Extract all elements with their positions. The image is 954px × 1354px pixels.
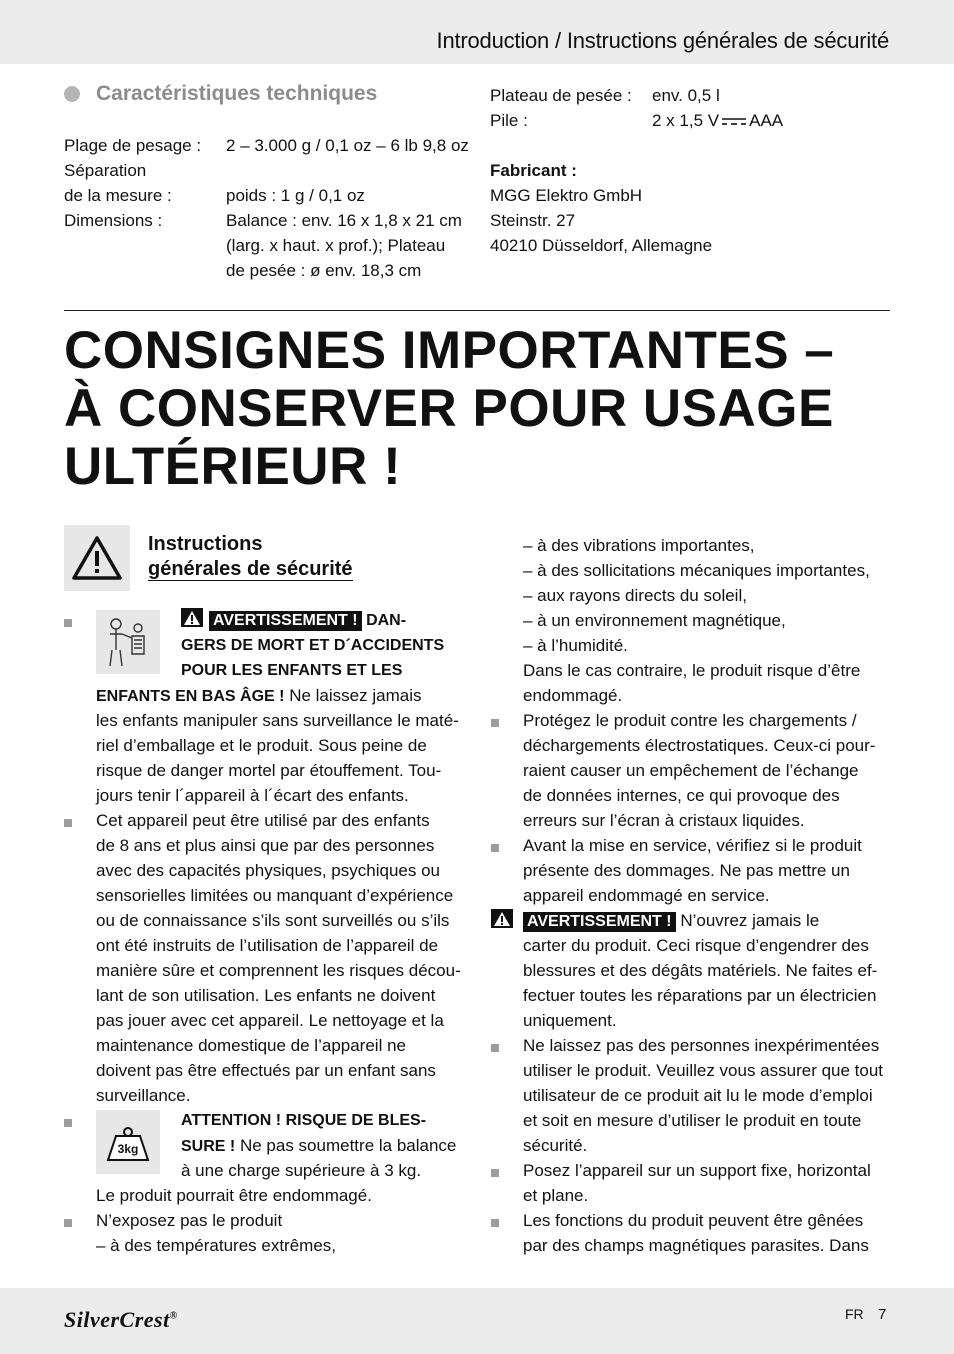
body-line [96, 683, 421, 709]
body-line: par des champs magnétiques parasites. Dans [523, 1236, 869, 1255]
page-header-title: Introduction / Instructions générales de sécurité [436, 28, 889, 53]
warning-triangle-icon [491, 909, 513, 928]
dash-list [523, 533, 870, 708]
body-line: de données internes, ce qui provoque des [523, 786, 840, 805]
body-line: sécurité. [523, 1136, 588, 1155]
body-text: Ne laissez jamais [289, 686, 422, 705]
body-line: Ne laissez pas des personnes inexpérimentées [523, 1036, 880, 1055]
body-line: sensorielles limitées ou manquant d’expérience [96, 886, 454, 905]
page-title [64, 322, 834, 496]
bullet-icon [64, 619, 72, 627]
item8-body [523, 1158, 871, 1208]
warning-tag: AVERTISSEMENT ! [209, 611, 362, 631]
manufacturer-line: Steinstr. 27 [490, 211, 576, 230]
battery-type: AAA [749, 111, 784, 130]
specs-heading [64, 82, 377, 106]
registered-mark: ® [169, 1310, 178, 1322]
item7-body [523, 1033, 883, 1158]
spec-value: poids : 1 g / 0,1 oz [226, 186, 365, 205]
body-line: riel d’emballage et le produit. Sous peine de [96, 736, 427, 755]
bullet-icon [64, 1119, 72, 1127]
item5-body [523, 708, 875, 833]
item2-body [96, 808, 461, 1108]
body-line: raient causer un empêchement de l’échange [523, 761, 859, 780]
battery-voltage: 2 x 1,5 V [652, 111, 720, 130]
page-number: 7 [878, 1306, 887, 1323]
safety-heading-line: générales de sécurité [148, 558, 353, 580]
bullet-icon [64, 86, 80, 102]
body-line: carter du produit. Ceci risque d’engendrer des [523, 936, 869, 955]
body-line: Les fonctions du produit peuvent être gênées [523, 1211, 864, 1230]
body-line: utilisateur de ce produit ait lu le mode d’emploi [523, 1086, 873, 1105]
title-line: CONSIGNES IMPORTANTES – [64, 321, 835, 380]
body-line: et soit en mesure d’utiliser le produit en toute [523, 1111, 862, 1130]
spec-label: Plage de pesage : [64, 136, 202, 155]
spec-label: Plateau de pesée : [490, 86, 632, 105]
list-item: – à un environnement magnétique, [523, 611, 786, 630]
body-line [181, 1133, 456, 1159]
weight-label: 3kg [117, 1142, 139, 1156]
body-text: N’ouvrez jamais le [680, 911, 820, 930]
warning-line [491, 908, 819, 933]
item9-body [523, 1208, 869, 1258]
body-line: doivent pas être effectués par un enfant sans [96, 1061, 436, 1080]
item4-body [96, 1208, 336, 1258]
bullet-icon [491, 1044, 499, 1052]
body-line: endommagé. [523, 686, 623, 705]
manufacturer-line: MGG Elektro GmbH [490, 186, 643, 205]
body-line: déchargements électrostatiques. Ceux-ci pour- [523, 736, 876, 755]
body-line: manière sûre et comprennent les risques décou- [96, 961, 461, 980]
body-line: Protégez le produit contre les chargements / [523, 711, 857, 730]
body-line: Cet appareil peut être utilisé par des enfants [96, 811, 430, 830]
body-line: – à des températures extrêmes, [96, 1236, 337, 1255]
spec-value: 2 – 3.000 g / 0,1 oz – 6 lb 9,8 oz [226, 136, 469, 155]
list-item: – à des vibrations importantes, [523, 536, 755, 555]
body-line: pas jouer avec cet appareil. Le nettoyage et la [96, 1011, 444, 1030]
brand-logo [64, 1307, 178, 1333]
bullet-icon [64, 1219, 72, 1227]
body-line: appareil endommagé en service. [523, 886, 770, 905]
body-line: jours tenir l´appareil à l´écart des enfants. [96, 786, 409, 805]
bullet-icon [491, 1219, 499, 1227]
spec-label: Séparation [64, 161, 147, 180]
body-line: N’exposez pas le produit [96, 1211, 283, 1230]
direct-current-icon [721, 117, 747, 127]
body-line: ont été instruits de l’utilisation de l’appareil de [96, 936, 439, 955]
manufacturer-label: Fabricant : [490, 161, 577, 180]
footer-language: FR [845, 1306, 864, 1322]
body-line: Posez l’appareil sur un support fixe, horizontal [523, 1161, 871, 1180]
bullet-icon [491, 844, 499, 852]
body-line: surveillance. [96, 1086, 191, 1105]
body-line: risque de danger mortel par étouffement. Tou- [96, 761, 442, 780]
body-line: les enfants manipuler sans surveillance le maté- [96, 711, 459, 730]
body-line: utiliser le produit. Veuillez vous assurer que tout [523, 1061, 884, 1080]
body-line: erreurs sur l’écran à cristaux liquides. [523, 811, 805, 830]
child-hazard-icon [96, 610, 160, 674]
bullet-icon [491, 1169, 499, 1177]
spec-label: Dimensions : [64, 211, 163, 230]
warning-text: ATTENTION ! RISQUE DE BLES- [181, 1112, 427, 1129]
weight-limit-icon [96, 1110, 160, 1174]
list-item: – aux rayons directs du soleil, [523, 586, 747, 605]
safety-heading-line: Instructions [148, 533, 263, 555]
bullet-icon [491, 719, 499, 727]
body-line: de 8 ans et plus ainsi que par des personnes [96, 836, 435, 855]
body-line: avec des capacités physiques, psychiques ou [96, 861, 440, 880]
brand-name: SilverCrest [64, 1307, 170, 1332]
spec-value: Balance : env. 16 x 1,8 x 21 cm [226, 211, 462, 230]
warning-icon [64, 525, 130, 591]
warning-line [181, 608, 406, 633]
body-line: Avant la mise en service, vérifiez si le produit [523, 836, 862, 855]
item6-body [523, 833, 862, 908]
warning-triangle-icon [181, 608, 203, 627]
warning-text: DAN- [366, 612, 407, 629]
divider [64, 310, 890, 311]
body-line: Le produit pourrait être endommagé. [96, 1186, 372, 1205]
spec-value [652, 108, 783, 133]
manufacturer-line: 40210 Düsseldorf, Allemagne [490, 236, 713, 255]
spec-value: env. 0,5 l [652, 86, 720, 105]
title-line: À CONSERVER POUR USAGE [64, 379, 834, 438]
body-line: et plane. [523, 1186, 589, 1205]
spec-label: Pile : [490, 111, 528, 130]
list-item: – à des sollicitations mécaniques importantes, [523, 561, 870, 580]
body-line: maintenance domestique de l’appareil ne [96, 1036, 406, 1055]
body-line: fectuer toutes les réparations par un électricien [523, 986, 877, 1005]
specs-title: Caractéristiques techniques [96, 82, 378, 105]
warning-text: SURE ! [181, 1138, 236, 1155]
body-line: ou de connaissance s’ils sont surveillés ou s’ils [96, 911, 450, 930]
body-line: lant de son utilisation. Les enfants ne doivent [96, 986, 436, 1005]
body-line: blessures et des dégâts matériels. Ne faites ef- [523, 961, 878, 980]
safety-heading [148, 532, 353, 582]
bullet-icon [64, 819, 72, 827]
title-line: ULTÉRIEUR ! [64, 437, 402, 496]
warning-text: ENFANTS EN BAS ÂGE ! [96, 688, 285, 705]
warning-tag: AVERTISSEMENT ! [523, 912, 676, 932]
body-line: présente des dommages. Ne pas mettre un [523, 861, 850, 880]
body-text: Ne pas soumettre la balance [239, 1136, 457, 1155]
warning-text: POUR LES ENFANTS ET LES [181, 662, 403, 679]
spec-label: de la mesure : [64, 186, 172, 205]
spec-value: (larg. x haut. x prof.); Plateau [226, 236, 446, 255]
warning-text: GERS DE MORT ET D´ACCIDENTS [181, 637, 445, 654]
list-item: – à l’humidité. [523, 636, 628, 655]
body-line: à une charge supérieure à 3 kg. [181, 1161, 422, 1180]
item1-body [96, 708, 459, 808]
body-line: uniquement. [523, 1011, 617, 1030]
spec-value: de pesée : ø env. 18,3 cm [226, 261, 422, 280]
warn2-body [523, 933, 877, 1033]
body-line: Dans le cas contraire, le produit risque d’être [523, 661, 861, 680]
